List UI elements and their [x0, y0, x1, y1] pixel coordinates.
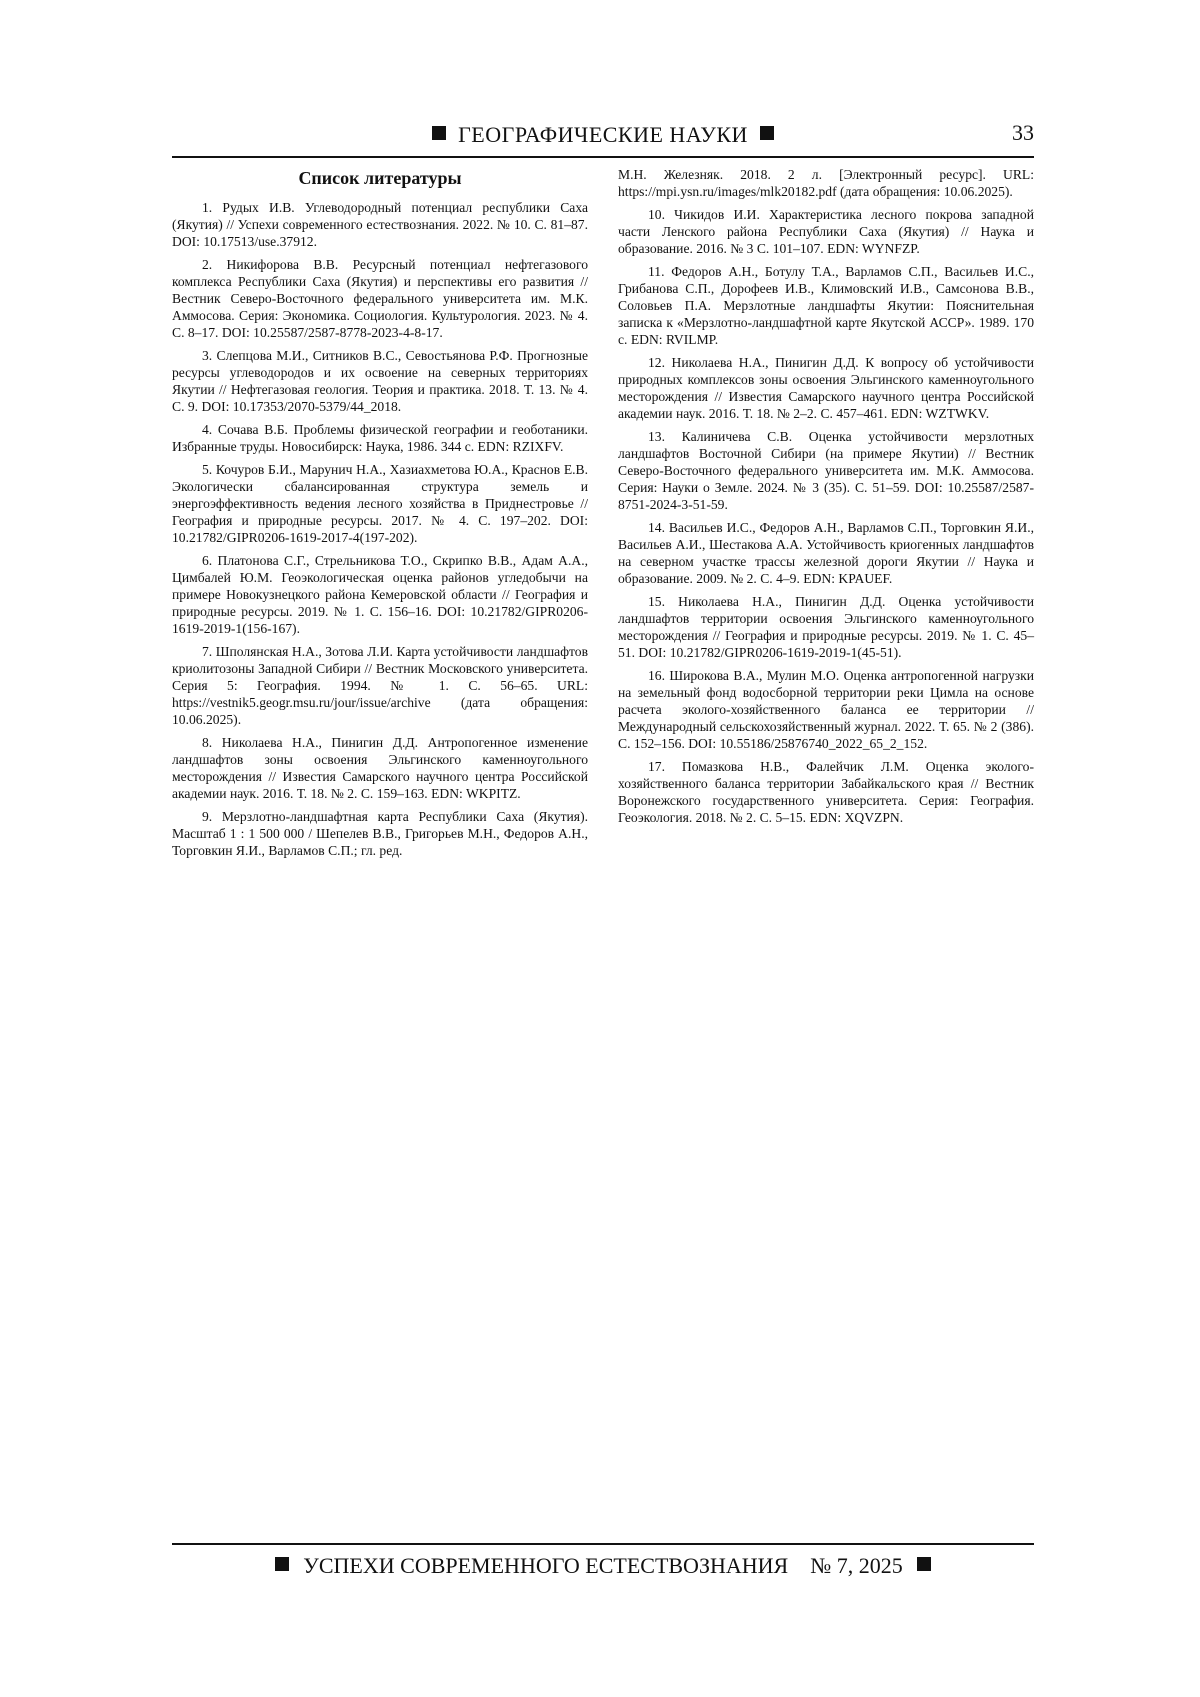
reference-item: 9. Мерзлотно-ландшафтная карта Республики Саха (Якутия). Масштаб 1 : 1 500 000 / Шепелев В.В., Григорьев М.Н., Федоров А.Н., Торговкин Я.И., Варламов С.П.; гл. ред. — [172, 808, 588, 859]
reference-item: 13. Калиничева С.В. Оценка устойчивости мерзлотных ландшафтов Восточной Сибири (на примере Якутии) // Вестник Северо-Восточного федерального университета им. М.К. Аммосова. Серия: Науки о Земле. 2024. № 3 (35). С. 51–59. DOI: 10.25587/2587-8751-2024-3-51-59. — [618, 428, 1034, 513]
footer-divider — [172, 1543, 1034, 1545]
reference-item: 4. Сочава В.Б. Проблемы физической географии и геоботаники. Избранные труды. Новосибирск: Наука, 1986. 344 с. EDN: RZIXFV. — [172, 421, 588, 455]
reference-item: 17. Помазкова Н.В., Фалейчик Л.М. Оценка эколого-хозяйственного баланса территории Забайкальского края // Вестник Воронежского государственного университета. Серия: География. Геоэкология. 2018. № 2. С. 5–15. EDN: XQVZPN. — [618, 758, 1034, 826]
reference-item: 8. Николаева Н.А., Пинигин Д.Д. Антропогенное изменение ландшафтов зоны освоения Эльгинского каменноугольного месторождения // Известия Самарского научного центра Российской академии наук. 2016. Т. 18. № 2. С. 159–163. EDN: WKPITZ. — [172, 734, 588, 802]
square-bullet-icon — [760, 126, 774, 140]
references-heading: Список литературы — [172, 170, 588, 187]
running-footer — [172, 1553, 1034, 1579]
section-title — [172, 122, 1034, 148]
section-title-text: ГЕОГРАФИЧЕСКИЕ НАУКИ — [458, 122, 748, 147]
references-column-right — [618, 166, 1034, 832]
journal-name: УСПЕХИ СОВРЕМЕННОГО ЕСТЕСТВОЗНАНИЯ — [303, 1553, 788, 1578]
reference-item: 5. Кочуров Б.И., Марунич Н.А., Хазиахметова Ю.А., Краснов Е.В. Экологически сбалансированная структура земель и энергоэффективность ведения лесного хозяйства в Приднестровье // География и природные ресурсы. 2017. № 4. С. 197–202. DOI: 10.21782/GIPR0206-1619-2017-4(197-202). — [172, 461, 588, 546]
page-number: 33 — [1012, 120, 1034, 146]
square-bullet-icon — [432, 126, 446, 140]
reference-item-continuation: М.Н. Железняк. 2018. 2 л. [Электронный ресурс]. URL: https://mpi.ysn.ru/images/mlk20182.pdf (дата обращения: 10.06.2025). — [618, 166, 1034, 200]
reference-item: 14. Васильев И.С., Федоров А.Н., Варламов С.П., Торговкин Я.И., Васильев А.И., Шестакова А.А. Устойчивость криогенных ландшафтов на северном участке трассы железной дороги Якутии // Наука и образование. 2009. № 2. С. 4–9. EDN: KPAUEF. — [618, 519, 1034, 587]
reference-item: 15. Николаева Н.А., Пинигин Д.Д. Оценка устойчивости ландшафтов территории освоения Эльгинского каменноугольного месторождения // География и природные ресурсы. 2019. № 1. С. 45–51. DOI: 10.21782/GIPR0206-1619-2019-1(45-51). — [618, 593, 1034, 661]
reference-item: 1. Рудых И.В. Углеводородный потенциал республики Саха (Якутия) // Успехи современного естествознания. 2022. № 10. С. 81–87. DOI: 10.17513/use.37912. — [172, 199, 588, 250]
reference-item: 2. Никифорова В.В. Ресурсный потенциал нефтегазового комплекса Республики Саха (Якутия) и перспективы его развития // Вестник Северо-Восточного федерального университета им. М.К. Аммосова. Серия: Экономика. Социология. Культурология. 2023. № 4. С. 8–17. DOI: 10.25587/2587-8778-2023-4-8-17. — [172, 256, 588, 341]
square-bullet-icon — [275, 1557, 289, 1571]
square-bullet-icon — [917, 1557, 931, 1571]
reference-item: 6. Платонова С.Г., Стрельникова Т.О., Скрипко В.В., Адам А.А., Цимбалей Ю.М. Геоэкологическая оценка районов угледобычи на примере Новокузнецкого района Кемеровской области // География и природные ресурсы. 2019. № 1. С. 156–16. DOI: 10.21782/GIPR0206-1619-2019-1(156-167). — [172, 552, 588, 637]
reference-item: 16. Широкова В.А., Мулин М.О. Оценка антропогенной нагрузки на земельный фонд водосборной территории реки Цимла на основе расчета эколого-хозяйственного баланса ее территории // Международный сельскохозяйственный журнал. 2022. Т. 65. № 2 (386). С. 152–156. DOI: 10.55186/25876740_2022_65_2_152. — [618, 667, 1034, 752]
reference-item: 7. Шполянская Н.А., Зотова Л.И. Карта устойчивости ландшафтов криолитозоны Западной Сибири // Вестник Московского университета. Серия 5: География. 1994. № 1. С. 56–65. URL: https://vestnik5.geogr.msu.ru/jour/issue/archive (дата обращения: 10.06.2025). — [172, 643, 588, 728]
running-header — [172, 118, 1034, 154]
reference-item: 10. Чикидов И.И. Характеристика лесного покрова западной части Ленского района Республики Саха (Якутия) // Наука и образование. 2016. № 3 С. 101–107. EDN: WYNFZP. — [618, 206, 1034, 257]
references-column-left — [172, 166, 588, 865]
reference-item: 12. Николаева Н.А., Пинигин Д.Д. К вопросу об устойчивости природных комплексов зоны освоения Эльгинского каменноугольного месторождения // Известия Самарского научного центра Российской академии наук. 2016. Т. 18. № 2–2. С. 457–461. EDN: WZTWKV. — [618, 354, 1034, 422]
reference-item: 11. Федоров А.Н., Ботулу Т.А., Варламов С.П., Васильев И.С., Грибанова С.П., Дорофеев И.В., Климовский И.В., Самсонова В.В., Соловьев П.А. Мерзлотные ландшафты Якутии: Пояснительная записка к «Мерзлотно-ландшафтной карте Якутской АССР». 1989. 170 с. EDN: RVILMP. — [618, 263, 1034, 348]
header-divider — [172, 156, 1034, 158]
journal-issue: № 7, 2025 — [810, 1553, 903, 1578]
reference-item: 3. Слепцова М.И., Ситников В.С., Севостьянова Р.Ф. Прогнозные ресурсы углеводородов и их освоение на северных территориях Якутии // Нефтегазовая геология. Теория и практика. 2018. Т. 13. № 4. С. 9. DOI: 10.17353/2070-5379/44_2018. — [172, 347, 588, 415]
